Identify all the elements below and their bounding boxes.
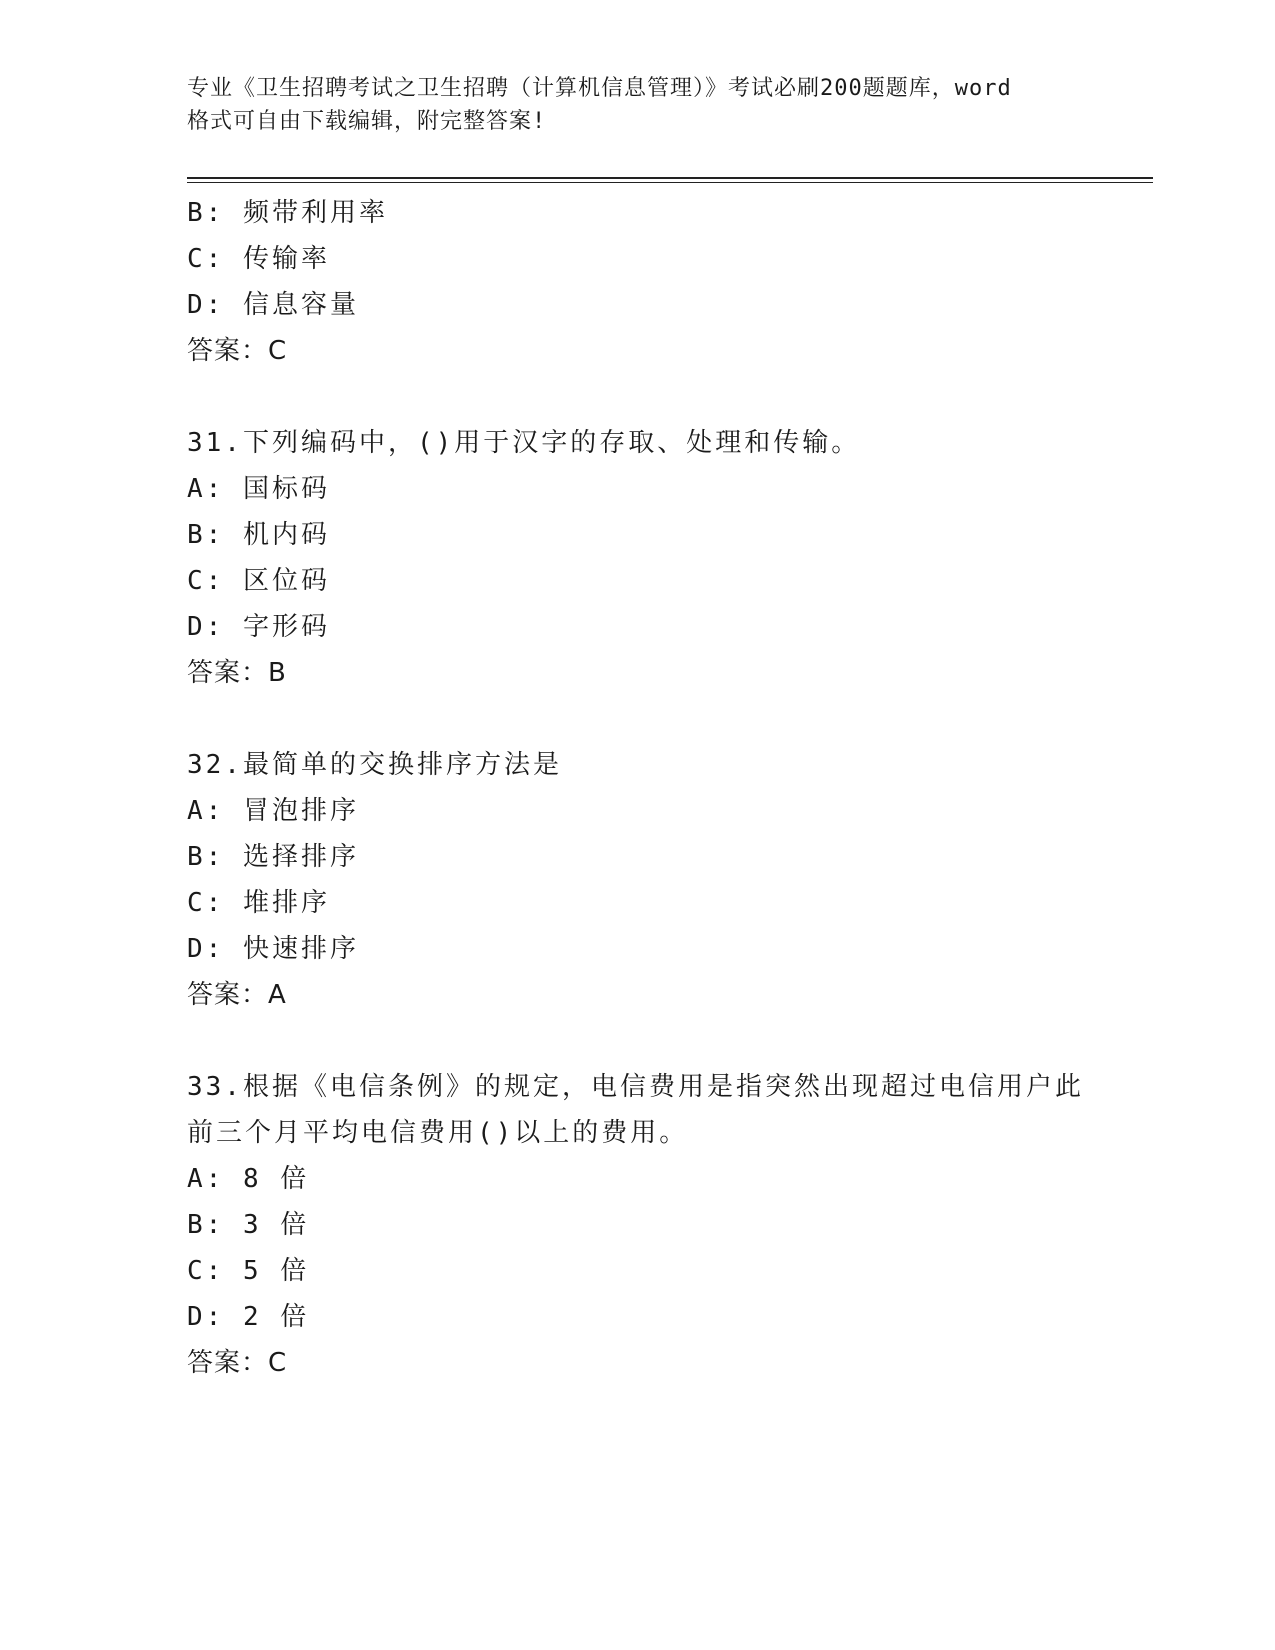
spacer	[187, 696, 1087, 742]
answer: 答案：C	[187, 1348, 288, 1378]
option-b: B: 3 倍	[187, 1210, 310, 1240]
answer: 答案：B	[187, 658, 287, 688]
question-33	[187, 1064, 1087, 1386]
option-a: A: 8 倍	[187, 1164, 310, 1194]
question-stem: 32.最简单的交换排序方法是	[187, 750, 562, 780]
spacer	[187, 374, 1087, 420]
option-d: D: 2 倍	[187, 1302, 310, 1332]
question-stem: 31.下列编码中，()用于汉字的存取、处理和传输。	[187, 428, 861, 458]
header-divider	[187, 177, 1153, 183]
question-30	[187, 190, 1087, 374]
option-c: C: 区位码	[187, 566, 330, 596]
option-d: D: 快速排序	[187, 934, 359, 964]
option-c: C: 堆排序	[187, 888, 330, 918]
answer: 答案：C	[187, 336, 288, 366]
spacer	[187, 1018, 1087, 1064]
option-c: C: 传输率	[187, 244, 330, 274]
option-a: A: 国标码	[187, 474, 330, 504]
option-d: D: 字形码	[187, 612, 330, 642]
answer: 答案：A	[187, 980, 287, 1010]
document-header	[187, 72, 1087, 138]
option-a: A: 冒泡排序	[187, 796, 359, 826]
header-line-2: 格式可自由下载编辑，附完整答案!	[187, 109, 547, 134]
option-d: D: 信息容量	[187, 290, 359, 320]
option-c: C: 5 倍	[187, 1256, 310, 1286]
question-stem-line-2: 前三个月平均电信费用()以上的费用。	[187, 1118, 689, 1148]
question-list	[187, 190, 1087, 1386]
question-32	[187, 742, 1087, 1018]
option-b: B: 选择排序	[187, 842, 359, 872]
option-b: B: 频带利用率	[187, 198, 388, 228]
question-stem-line-1: 33.根据《电信条例》的规定，电信费用是指突然出现超过电信用户此	[187, 1072, 1084, 1102]
header-line-1: 专业《卫生招聘考试之卫生招聘（计算机信息管理）》考试必刷200题题库，word	[187, 76, 1012, 101]
option-b: B: 机内码	[187, 520, 330, 550]
question-31	[187, 420, 1087, 696]
